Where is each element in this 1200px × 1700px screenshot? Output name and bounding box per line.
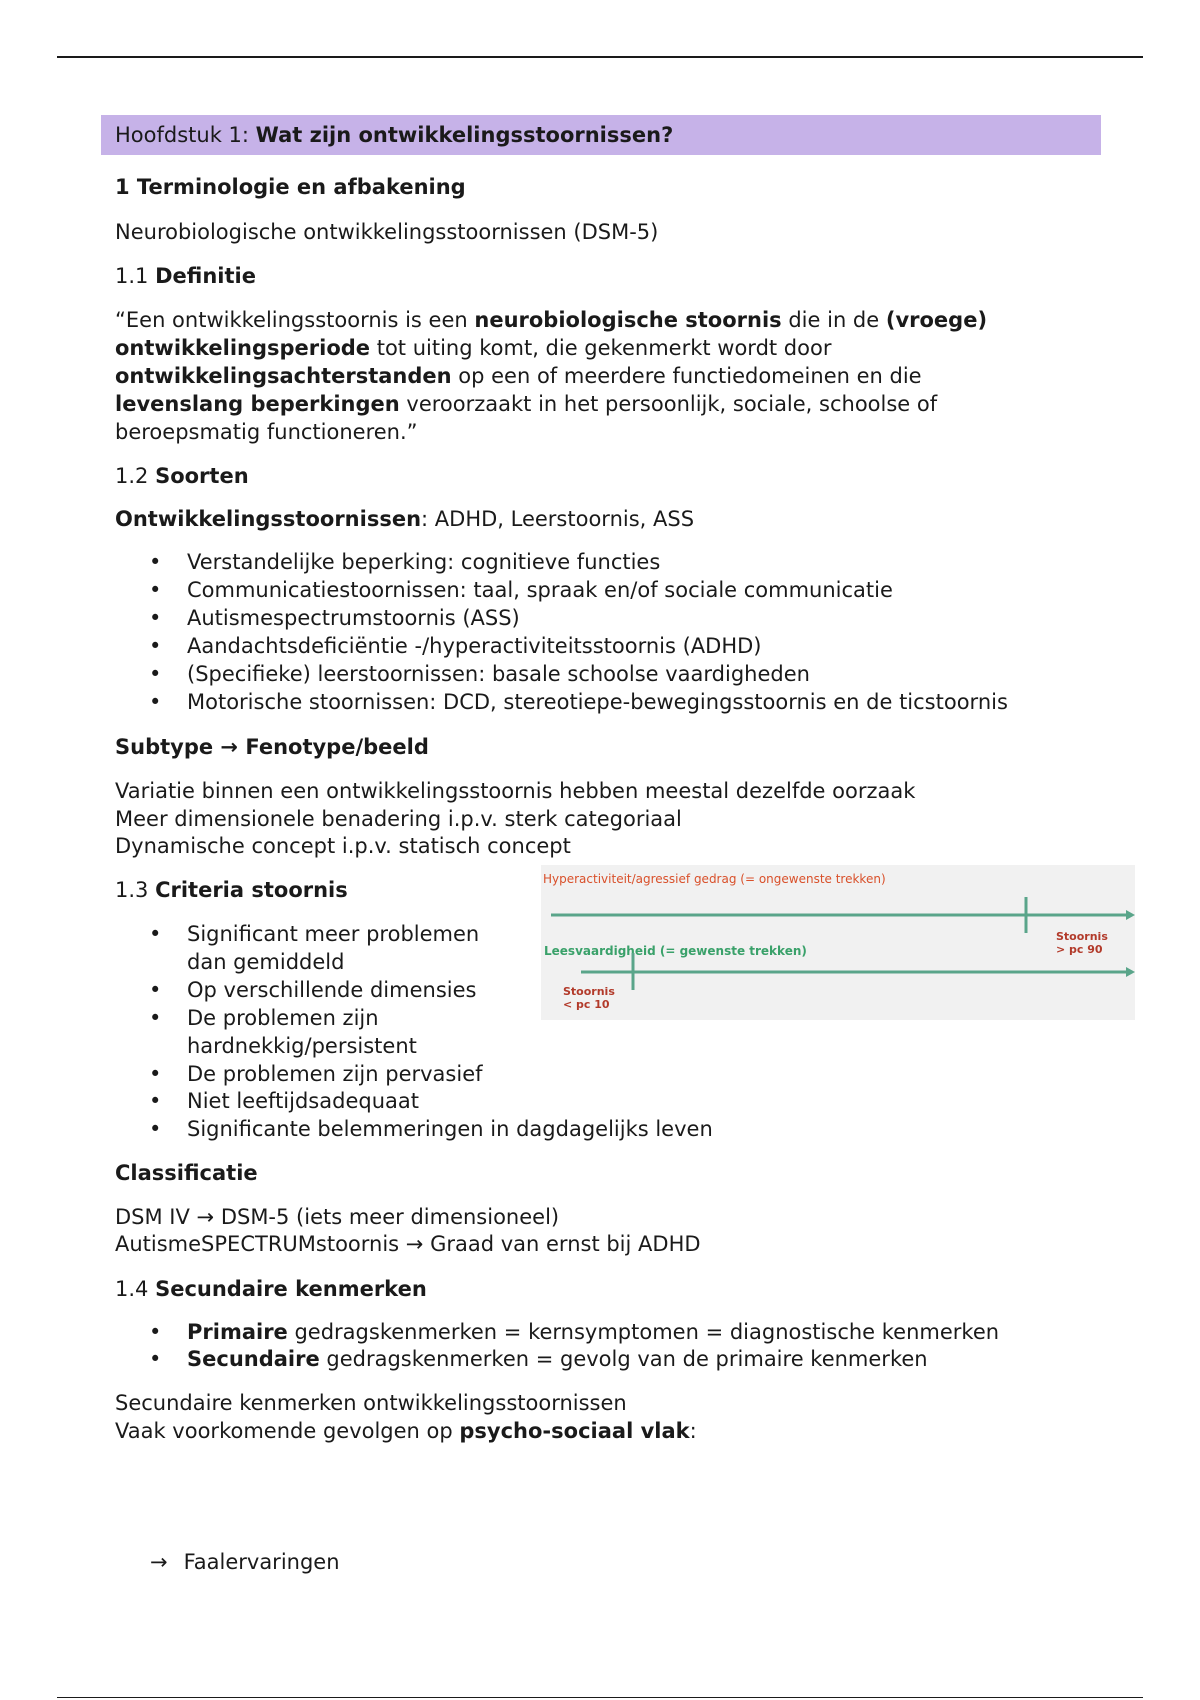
chapter-title: Wat zijn ontwikkelingsstoornissen?	[255, 123, 674, 147]
classificatie-line-2: AutismeSPECTRUMstoornis → Graad van ernst bij ADHD	[115, 1232, 701, 1256]
list-item: • (Specifieke) leerstoornissen: basale schoolse vaardigheden	[115, 660, 1008, 688]
soorten-lead: Ontwikkelingsstoornissen: ADHD, Leerstoornis, ASS	[115, 507, 695, 531]
list-item: • Verstandelijke beperking: cognitieve functies	[115, 548, 1008, 576]
secundair-line-2: Vaak voorkomende gevolgen op psycho-sociaal vlak:	[115, 1419, 697, 1443]
classificatie-heading: Classificatie	[115, 1161, 258, 1185]
chapter-title-bar	[101, 115, 1101, 155]
criteria-bullet-1: • Significant meer problemen	[149, 922, 480, 946]
criteria-bullet-6: • Significante belemmeringen in dagdagelijks leven	[149, 1117, 713, 1141]
list-item: • Motorische stoornissen: DCD, stereotiepe-bewegingsstoornis en de ticstoornis	[115, 688, 1008, 716]
secundair-bullet-2: • Secundaire gedragskenmerken = gevolg van de primaire kenmerken	[149, 1347, 928, 1371]
criteria-bullet-4: • De problemen zijn pervasief	[149, 1062, 483, 1086]
section-1-2-heading: 1.2 Soorten	[115, 464, 249, 488]
chart-note-top-1: Stoornis	[1056, 930, 1108, 943]
soorten-list	[115, 548, 1008, 716]
criteria-bullet-3-cont: hardnekkig/persistent	[187, 1034, 417, 1058]
definition-line-4: levenslang beperkingen veroorzaakt in het persoonlijk, sociale, schoolse of	[115, 392, 938, 416]
classificatie-line-1: DSM IV → DSM-5 (iets meer dimensioneel)	[115, 1205, 560, 1229]
criteria-bullet-5: • Niet leeftijdsadequaat	[149, 1089, 419, 1113]
chart-note-bottom-2: < pc 10	[563, 998, 610, 1011]
bottom-axis-arrowhead	[1126, 967, 1135, 977]
secundair-line-1: Secundaire kenmerken ontwikkelingsstoornissen	[115, 1391, 627, 1415]
criteria-bullet-1-cont: dan gemiddeld	[187, 950, 345, 974]
secundair-bullet-1: • Primaire gedragskenmerken = kernsymptomen = diagnostische kenmerken	[149, 1320, 1000, 1344]
chart-label-top: Hyperactiviteit/agressief gedrag (= ongewenste trekken)	[543, 872, 886, 886]
bottom-rule	[57, 1697, 1143, 1698]
section-1-4-heading: 1.4 Secundaire kenmerken	[115, 1277, 427, 1301]
chart-note-top-2: > pc 90	[1056, 943, 1103, 956]
percentile-chart-svg	[541, 865, 1135, 1020]
arrow-right-icon: →	[405, 1232, 424, 1256]
arrow-right-icon: →	[150, 1550, 168, 1574]
definition-line-1: “Een ontwikkelingsstoornis is een neurobiologische stoornis die in de (vroege)	[115, 308, 988, 332]
subtype-line-2: Meer dimensionele benadering i.p.v. sterk categoriaal	[115, 807, 682, 831]
list-item: • Autismespectrumstoornis (ASS)	[115, 604, 1008, 632]
chapter-prefix: Hoofdstuk 1:	[115, 123, 256, 147]
percentile-chart	[541, 865, 1135, 1020]
top-axis-arrowhead	[1126, 910, 1135, 920]
criteria-bullet-3: • De problemen zijn	[149, 1006, 379, 1030]
arrow-right-icon: →	[220, 735, 239, 759]
definition-line-2: ontwikkelingsperiode tot uiting komt, die gekenmerkt wordt door	[115, 336, 832, 360]
section-1-text: Neurobiologische ontwikkelingsstoornissen (DSM-5)	[115, 220, 659, 244]
subtype-heading: Subtype → Fenotype/beeld	[115, 735, 429, 759]
chart-label-bottom: Leesvaardigheid (= gewenste trekken)	[544, 944, 807, 958]
list-item: • Aandachtsdeficiëntie -/hyperactiviteitsstoornis (ADHD)	[115, 632, 1008, 660]
subtype-line-3: Dynamische concept i.p.v. statisch concept	[115, 834, 571, 858]
subtype-line-1: Variatie binnen een ontwikkelingsstoornis hebben meestal dezelfde oorzaak	[115, 779, 916, 803]
definition-line-3: ontwikkelingsachterstanden op een of meerdere functiedomeinen en die	[115, 364, 922, 388]
section-1-1-heading: 1.1 Definitie	[115, 264, 256, 288]
chart-note-bottom-1: Stoornis	[563, 985, 615, 998]
arrow-right-icon: →	[196, 1205, 215, 1229]
definition-line-5: beroepsmatig functioneren.”	[115, 420, 418, 444]
section-1-3-heading: 1.3 Criteria stoornis	[115, 878, 348, 902]
section-1-heading: 1 Terminologie en afbakening	[115, 175, 466, 199]
top-rule	[57, 56, 1143, 58]
list-item: • Communicatiestoornissen: taal, spraak en/of sociale communicatie	[115, 576, 1008, 604]
criteria-bullet-2: • Op verschillende dimensies	[149, 978, 477, 1002]
faalervaringen-item: → Faalervaringen	[150, 1550, 340, 1574]
